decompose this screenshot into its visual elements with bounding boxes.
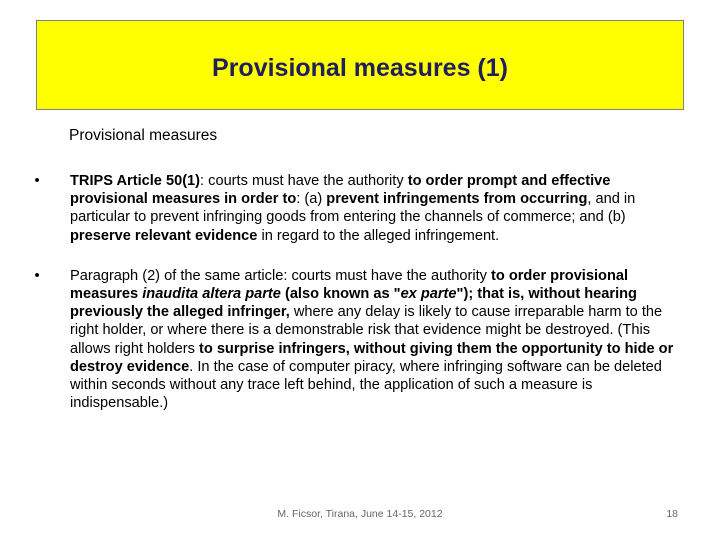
- text-run: : (a): [296, 191, 327, 208]
- text-run: prevent infringements from occurring: [326, 191, 588, 208]
- text-run: : courts must have the authority: [200, 173, 408, 189]
- text-run: ex parte: [400, 286, 457, 303]
- bullet-marker: •: [34, 267, 40, 284]
- text-run: "); that is, without hearing previously the alleged infringer,: [70, 286, 637, 321]
- text-run: Paragraph (2) of the same article: courts must have the authority: [70, 267, 491, 284]
- text-run: , and in particular to prevent infringing goods from entering the channels of commerce; and (b): [70, 191, 636, 226]
- bullet-item-article-50-1: [30, 172, 690, 245]
- bullet-marker: •: [34, 173, 40, 189]
- text-run: inaudita altera parte: [142, 286, 281, 303]
- bullet-item-paragraph-2: [30, 267, 690, 413]
- text-run: preserve relevant evidence: [70, 227, 258, 244]
- slide-subheading: Provisional measures: [69, 127, 218, 144]
- text-run: to surprise infringers, without giving them the opportunity to hide or destroy evidence: [70, 340, 674, 375]
- text-run: to order provisional measures: [70, 267, 629, 303]
- text-run: in regard to the alleged infringement.: [257, 227, 500, 244]
- slide-title: Provisional measures (1): [212, 53, 508, 82]
- bullet-text: [70, 267, 690, 413]
- title-banner: [36, 20, 684, 110]
- footer-citation: M. Ficsor, Tirana, June 14-15, 2012: [277, 508, 443, 520]
- text-run: to order prompt and effective provisional measures in order to: [70, 173, 611, 208]
- text-run: TRIPS Article 50(1): [70, 173, 201, 189]
- text-run: (also known as ": [280, 286, 401, 303]
- page-number: 18: [666, 508, 678, 520]
- text-run: . In the case of computer piracy, where infringing software can be deleted within seconds without any trace left behind, the application of such a measure is indispensable.): [70, 358, 662, 412]
- bullet-list: [30, 172, 690, 412]
- text-run: where any delay is likely to cause irreparable harm to the right holder, or where there is a demonstrable risk that evidence might be destroyed. (This allows right holders: [70, 304, 663, 357]
- bullet-text: [70, 172, 690, 245]
